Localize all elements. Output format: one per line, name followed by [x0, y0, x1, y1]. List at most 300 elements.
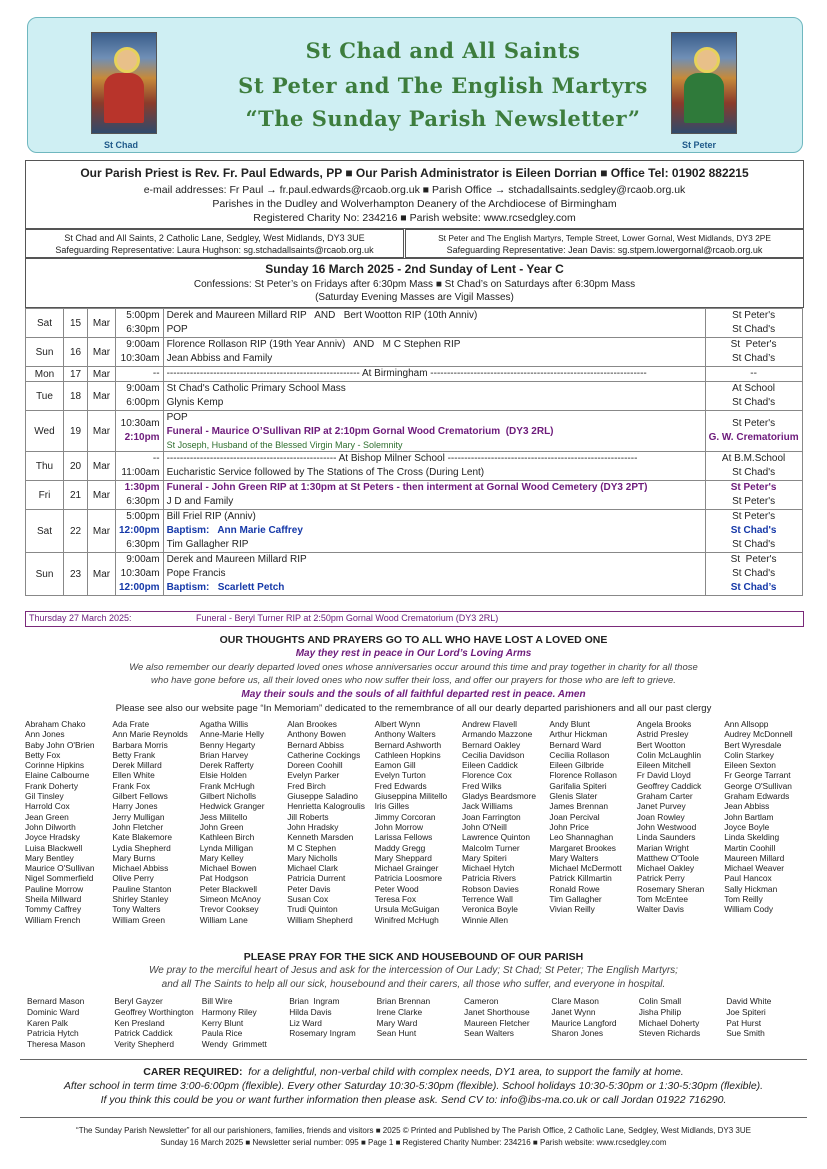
schedule-date: 20 [64, 452, 88, 481]
name-entry: Gladys Beardsmore [462, 791, 537, 802]
title-line-1: St Chad and All Saints [305, 38, 581, 63]
name-entry: Harmony Riley [201, 1006, 257, 1017]
name-entry: Eileen Gilbride [549, 760, 604, 771]
name-entry: Jill Roberts [287, 811, 329, 822]
schedule-times [116, 411, 164, 452]
sick-text-2: and all The Saints to help all our sick, housebound and their carers, all those who suffer, and everyone in hospital. [161, 979, 666, 990]
schedule-event: Derek and Maureen Millard RIP AND Bert Wootton RIP (10th Anniv) [166, 310, 478, 321]
name-entry: Garifalia Spiteri [549, 780, 607, 791]
memoriam-sub: May they rest in peace in Our Lord’s Loving Arms [295, 648, 532, 659]
name-entry: Bernard Abbiss [287, 739, 344, 750]
name-entry: William French [25, 914, 81, 925]
schedule-date: 21 [64, 481, 88, 510]
name-entry: Sean Hunt [376, 1028, 417, 1039]
name-entry: Michael Abbiss [112, 863, 169, 874]
schedule-row [26, 338, 803, 367]
name-entry: Ellen White [112, 770, 155, 781]
schedule-day: Sun [26, 553, 64, 596]
name-entry: Sue Smith [726, 1028, 765, 1039]
carer-label: CARER REQUIRED: [143, 1066, 243, 1078]
name-entry: Michael Hytch [462, 863, 515, 874]
name-entry: Evelyn Turton [374, 770, 426, 781]
st-peter-image [671, 32, 737, 134]
schedule-month: Mar [88, 309, 116, 338]
sunday-title: Sunday 16 March 2025 - 2nd Sunday of Lent - Year C [265, 262, 564, 276]
name-entry: Mary Sheppard [374, 852, 432, 863]
st-chad-address: St Chad and All Saints, 2 Catholic Lane, Sedgley, West Midlands, DY3 3UE [64, 233, 365, 243]
name-entry: Simeon McAnoy [199, 894, 261, 905]
name-entry: Janet Wynn [551, 1006, 596, 1017]
schedule-events [163, 338, 705, 367]
name-entry: Gil Tinsley [25, 791, 64, 802]
name-entry: Florence Rollason [549, 770, 617, 781]
schedule-events [163, 553, 705, 596]
name-entry: Marian Wright [636, 842, 689, 853]
name-entry: Walter Davis [636, 904, 684, 915]
name-entry: Abraham Chako [25, 719, 86, 729]
schedule-time: 2:10pm [124, 432, 160, 443]
names-column [202, 996, 267, 1050]
name-entry: Peter Blackwell [199, 883, 258, 894]
name-entry: Olive Perry [112, 873, 154, 884]
schedule-day: Fri [26, 481, 64, 510]
name-entry: Ann Jones [25, 729, 65, 740]
schedule-date: 16 [64, 338, 88, 367]
name-entry: Beryl Gayzer [114, 996, 163, 1006]
name-entry: Glenis Slater [549, 791, 598, 802]
schedule-time: 10:30am [120, 568, 160, 579]
name-entry: Jerry Mulligan [112, 811, 165, 822]
name-entry: Hilda Davis [289, 1006, 332, 1017]
name-entry: Cecilia Rollason [549, 749, 610, 760]
name-entry: Iris Gilles [374, 801, 410, 812]
name-entry: Eamon Gill [374, 760, 416, 771]
schedule-event: Funeral - Maurice O’Sullivan RIP at 2:10pm Gornal Wood Crematorium (DY3 2RL) [166, 426, 554, 437]
name-entry: William Cody [724, 904, 774, 915]
name-entry: Mary Walters [549, 852, 599, 863]
schedule-event: Baptism: Scarlett Petch [166, 582, 285, 593]
name-entry: Teresa Fox [374, 894, 417, 905]
name-entry: Astrid Presley [636, 729, 689, 740]
schedule-row [26, 411, 803, 452]
schedule-event: St Joseph, Husband of the Blessed Virgin Mary - Solemnity [166, 440, 403, 450]
name-entry: Catherine Cockings [287, 749, 361, 760]
name-entry: Mary Burns [112, 852, 156, 863]
name-entry: Michael McDermott [549, 863, 622, 874]
name-entry: Lawrence Quinton [462, 832, 530, 843]
name-entry: Anthony Walters [374, 729, 436, 740]
name-entry: Geoffrey Worthington [114, 1006, 194, 1017]
schedule-month: Mar [88, 452, 116, 481]
schedule-month: Mar [88, 338, 116, 367]
schedule-place: St Chad's [732, 397, 776, 408]
schedule-row [26, 481, 803, 510]
name-entry: Verity Shepherd [114, 1039, 174, 1050]
schedule-event: --------------------------------------------------- At Bishop Milner School --------------------------------------------------------- [166, 453, 638, 464]
name-entry: Joan Farrington [462, 811, 521, 822]
name-entry: John O'Neill [462, 821, 507, 832]
schedule-date: 17 [64, 367, 88, 382]
name-entry: Fr David Lloyd [636, 770, 691, 781]
name-entry: Bert Wootton [636, 739, 686, 750]
name-entry: Betty Fox [25, 749, 61, 760]
name-entry: Harrold Cox [25, 801, 70, 812]
name-entry: Maureen Millard [724, 852, 785, 863]
name-entry: Terrence Wall [462, 894, 513, 905]
schedule-month: Mar [88, 382, 116, 411]
memoriam-prayer: May their souls and the souls of all faithful departed rest in peace. Amen [241, 689, 586, 700]
schedule-place: St Peter's [730, 554, 777, 565]
name-entry: Audrey McDonnell [724, 729, 793, 740]
name-entry: Giuseppina Militello [374, 791, 448, 802]
schedule-day: Sat [26, 510, 64, 553]
name-entry: Cameron [464, 996, 499, 1006]
newsletter-header [27, 17, 803, 153]
carer-text-3: If you think this could be you or want further information then please ask. Send CV to: info@ibs-ma.co.uk or call Jordan 01922 716290. [100, 1094, 727, 1106]
priest-line: Our Parish Priest is Rev. Fr. Paul Edwards, PP ■ Our Parish Administrator is Eileen Dorrian ■ Office Tel: 01902 882215 [80, 166, 749, 180]
schedule-times [116, 382, 164, 411]
name-entry: John Dilworth [25, 821, 76, 832]
name-entry: Wendy Grimmett [201, 1039, 267, 1050]
name-entry: William Lane [199, 914, 248, 925]
name-entry: Anthony Bowen [287, 729, 346, 740]
name-entry: Joan Percival [549, 811, 600, 822]
name-entry: Graham Carter [636, 791, 693, 802]
schedule-times [116, 309, 164, 338]
name-entry: Robson Davies [462, 883, 519, 894]
name-entry: Henrietta Kalogroulis [287, 801, 365, 812]
sick-text-1: We pray to the merciful heart of Jesus and ask for the intercession of Our Lady; St Chad; St Peter; The English Martyrs; [149, 965, 678, 976]
name-entry: Brian Harvey [199, 749, 249, 760]
name-entry: Kenneth Marsden [287, 832, 354, 843]
name-entry: Hedwick Granger [199, 801, 265, 812]
name-entry: Pauline Morrow [25, 883, 84, 894]
name-entry: Eileen Caddick [462, 760, 518, 771]
schedule-event: POP [166, 324, 188, 335]
schedule-times [116, 338, 164, 367]
schedule-times [116, 510, 164, 553]
footer-line-1: “The Sunday Parish Newsletter” for all our parishioners, families, friends and visitors ■ 2025 © Printed and Published by The Parish Office, 2 Catholic Lane, Sedgley, West Midlands, DY3 3UE [76, 1126, 751, 1135]
names-column [637, 719, 705, 915]
name-entry: Trudi Quinton [287, 904, 338, 915]
names-column [724, 719, 792, 915]
schedule-times [116, 553, 164, 596]
schedule-row [26, 382, 803, 411]
schedule-place: -- [750, 368, 757, 379]
name-entry: Derek Rafferty [199, 760, 254, 771]
schedule-place: St Peter's [732, 310, 776, 321]
schedule-row [26, 510, 803, 553]
name-entry: Nigel Sommerfield [25, 873, 94, 884]
names-column [377, 996, 431, 1039]
schedule-row [26, 553, 803, 596]
carer-divider-bottom [20, 1117, 807, 1118]
name-entry: Bernard Ward [549, 739, 602, 750]
name-entry: Barbara Morris [112, 739, 168, 750]
schedule-time: 6:30pm [126, 539, 160, 550]
names-column [551, 996, 616, 1039]
name-entry: Ada Frate [112, 719, 150, 729]
name-entry: Kerry Blunt [201, 1017, 244, 1028]
schedule-places [705, 452, 802, 481]
name-entry: John Westwood [636, 821, 697, 832]
name-entry: Linda Saunders [636, 832, 696, 843]
name-entry: Sean Walters [464, 1028, 514, 1039]
name-entry: Jess Militello [199, 811, 248, 822]
schedule-place: St Chad's [732, 568, 776, 579]
schedule-places [705, 510, 802, 553]
name-entry: Paul Hancox [724, 873, 772, 884]
name-entry: Ronald Rowe [549, 883, 600, 894]
name-entry: Bill Wire [201, 996, 233, 1006]
name-entry: Steven Richards [638, 1028, 701, 1039]
schedule-places [705, 411, 802, 452]
name-entry: Arthur Hickman [549, 729, 608, 740]
name-entry: Sally Hickman [724, 883, 778, 894]
confessions-line: Confessions: St Peter’s on Fridays after 6:30pm Mass ■ St Chad’s on Saturdays after 6:30pm Mass [193, 279, 636, 290]
sick-heading: PLEASE PRAY FOR THE SICK AND HOUSEBOUND OF OUR PARISH [243, 951, 584, 963]
name-entry: Maurice O'Sullivan [25, 863, 95, 874]
name-entry: Lydia Shepherd [112, 842, 171, 853]
name-entry: Joyce Hradsky [25, 832, 80, 843]
name-entry: Kate Blakemore [112, 832, 172, 843]
name-entry: Winnie Allen [462, 914, 509, 925]
carer-divider-top [20, 1059, 807, 1060]
name-entry: Pauline Stanton [112, 883, 172, 894]
schedule-place: St Chad's [732, 539, 776, 550]
name-entry: Anne-Marie Helly [199, 729, 265, 740]
schedule-event: ---------------------------------------------------------- At Birmingham ----------------------------------------------------------------- [166, 368, 647, 379]
name-entry: Mary Spiteri [462, 852, 507, 863]
name-entry: Armando Mazzone [462, 729, 533, 740]
name-entry: Luisa Blackwell [25, 842, 83, 853]
name-entry: Clare Mason [551, 996, 599, 1006]
name-entry: Baby John O'Brien [25, 739, 95, 750]
name-entry: Fred Edwards [374, 780, 427, 791]
name-entry: Jisha Philip [638, 1006, 682, 1017]
carer-text-1: for a delightful, non-verbal child with complex needs, DY1 area, to support the family at home. [248, 1066, 684, 1078]
name-entry: Patricia Loosmore [374, 873, 443, 884]
thursday-note-date: Thursday 27 March 2025: [29, 613, 132, 623]
schedule-day: Tue [26, 382, 64, 411]
name-entry: Cecilia Davidson [462, 749, 525, 760]
names-column [464, 996, 530, 1039]
name-entry: Ann Allsopp [724, 719, 769, 729]
schedule-time: 6:00pm [126, 397, 160, 408]
schedule-month: Mar [88, 481, 116, 510]
schedule-events [163, 367, 705, 382]
schedule-time: 12:00pm [119, 582, 160, 593]
st-peter-safeguarding: Safeguarding Representative: Jean Davis: sg.stpem.lowergornal@rcaob.org.uk [446, 245, 763, 255]
title-line-3: “The Sunday Parish Newsletter” [245, 106, 641, 131]
name-entry: Brian Ingram [289, 996, 340, 1006]
st-peter-caption: St Peter [682, 140, 717, 150]
schedule-day: Sat [26, 309, 64, 338]
name-entry: Kathleen Birch [199, 832, 255, 843]
schedule-month: Mar [88, 510, 116, 553]
schedule-event: Funeral - John Green RIP at 1:30pm at St Peters - then interment at Gornal Wood Cemetery (DY3 2PT) [166, 482, 648, 493]
schedule-place: St Peter's [732, 418, 776, 429]
name-entry: Mary Kelley [199, 852, 244, 863]
title-line-2: St Peter and The English Martyrs [238, 73, 648, 98]
schedule-time: 9:00am [126, 339, 160, 350]
name-entry: Lynda Milligan [199, 842, 254, 853]
schedule-time: 11:00am [121, 467, 160, 478]
deanery-line: Parishes in the Dudley and Wolverhampton Deanery of the Archdiocese of Birmingham [212, 198, 617, 210]
name-entry: Elsie Holden [199, 770, 247, 781]
schedule-event: Bill Friel RIP (Anniv) [166, 511, 256, 522]
name-entry: Gilbert Fellows [112, 791, 168, 802]
schedule-times [116, 452, 164, 481]
name-entry: Michael Bowen [199, 863, 257, 874]
schedule-place: G. W. Crematorium [708, 432, 799, 443]
name-entry: Patrick Killmartin [549, 873, 612, 884]
name-entry: Bert Wyresdale [724, 739, 782, 750]
name-entry: Eileen Sexton [724, 760, 776, 771]
name-entry: Michael Weaver [724, 863, 785, 874]
st-chad-caption: St Chad [104, 140, 139, 150]
schedule-month: Mar [88, 553, 116, 596]
schedule-place: St Chad’s [731, 353, 776, 364]
st-chad-safeguarding: Safeguarding Representative: Laura Hughson: sg.stchadallsaints@rcaob.org.uk [55, 245, 374, 255]
schedule-event: Jean Abbiss and Family [166, 353, 273, 364]
name-entry: Alan Brookes [287, 719, 337, 729]
schedule-time: 6:30pm [126, 496, 160, 507]
schedule-time: 5:00pm [126, 511, 160, 522]
name-entry: Jean Abbiss [724, 801, 770, 812]
schedule-event: Derek and Maureen Millard RIP [166, 554, 307, 565]
schedule-event: Tim Gallagher RIP [166, 539, 249, 550]
schedule-time: 9:00am [126, 383, 160, 394]
name-entry: Patricia Hytch [27, 1028, 79, 1039]
name-entry: Gilbert Nicholls [199, 791, 257, 802]
schedule-time: 10:30am [120, 418, 160, 429]
name-entry: M C Stephen [287, 842, 337, 853]
name-entry: Ann Marie Reynolds [112, 729, 188, 740]
schedule-month: Mar [88, 367, 116, 382]
name-entry: Angela Brooks [636, 719, 692, 729]
schedule-events [163, 309, 705, 338]
name-entry: Peter Wood [374, 883, 419, 894]
schedule-places [705, 367, 802, 382]
name-entry: William Shepherd [287, 914, 353, 925]
name-entry: Florence Cox [462, 770, 512, 781]
name-entry: John Price [549, 821, 589, 832]
names-column [114, 996, 193, 1050]
name-entry: Mary Ward [376, 1017, 418, 1028]
name-entry: Winifred McHugh [374, 914, 439, 925]
name-entry: Bernard Oakley [462, 739, 521, 750]
carer-line-1 [0, 1066, 827, 1078]
memoriam-text-1: We also remember our dearly departed loved ones whose anniversaries occur around this time and pray together in charity for all those [129, 662, 698, 673]
name-entry: Tim Gallagher [549, 894, 602, 905]
schedule-place: St Chad’s [730, 582, 777, 593]
schedule-day: Mon [26, 367, 64, 382]
footer-line-2: Sunday 16 March 2025 ■ Newsletter serial number: 095 ■ Page 1 ■ Registered Charity Number: 234216 ■ Parish website: www.rcsedgley.com [160, 1138, 667, 1147]
names-column [375, 719, 448, 925]
schedule-events [163, 452, 705, 481]
name-entry: Fred Birch [287, 780, 326, 791]
names-column [200, 719, 265, 925]
schedule-time: 5:00pm [126, 310, 160, 321]
name-entry: Frank McHugh [199, 780, 255, 791]
st-peter-address: St Peter and The English Martyrs, Temple Street, Lower Gornal, West Midlands, DY3 2PE [438, 233, 771, 243]
mass-schedule-table [25, 308, 803, 596]
name-entry: Janet Shorthouse [464, 1006, 530, 1017]
st-chad-church-box [25, 229, 404, 258]
name-entry: Tom McEntee [636, 894, 688, 905]
name-entry: Patrick Perry [636, 873, 685, 884]
name-entry: Linda Skelding [724, 832, 780, 843]
schedule-event: Glynis Kemp [166, 397, 224, 408]
names-column [287, 719, 365, 925]
schedule-day: Sun [26, 338, 64, 367]
name-entry: Michael Grainger [374, 863, 439, 874]
name-entry: Derek Millard [112, 760, 162, 771]
sunday-box [25, 258, 804, 308]
schedule-date: 23 [64, 553, 88, 596]
names-column [639, 996, 700, 1039]
parish-info-box [25, 160, 804, 229]
schedule-places [705, 481, 802, 510]
name-entry: John Bartlam [724, 811, 774, 822]
schedule-place: St Peter's [730, 482, 777, 493]
names-column [27, 996, 85, 1050]
schedule-row [26, 309, 803, 338]
name-entry: James Brennan [549, 801, 609, 812]
name-entry: Harry Jones [112, 801, 158, 812]
name-entry: Joe Spiteri [726, 1006, 766, 1017]
email-line: e-mail addresses: Fr Paul → fr.paul.edwards@rcaob.org.uk ■ Parish Office → stchadallsaints.sedgley@rcaob.org.uk [143, 184, 686, 196]
schedule-events [163, 382, 705, 411]
name-entry: Brian Brennan [376, 996, 431, 1006]
name-entry: Fred Wilks [462, 780, 502, 791]
name-entry: Albert Wynn [374, 719, 421, 729]
name-entry: Rosemary Ingram [289, 1028, 356, 1039]
name-entry: Jean Green [25, 811, 69, 822]
schedule-time: -- [152, 453, 160, 464]
name-entry: Trevor Cooksey [199, 904, 259, 915]
schedule-time: 6:30pm [126, 324, 160, 335]
name-entry: Andy Blunt [549, 719, 590, 729]
schedule-event: St Chad's Catholic Primary School Mass [166, 383, 346, 394]
name-entry: Matthew O'Toole [636, 852, 699, 863]
name-entry: Patrick Caddick [114, 1028, 173, 1039]
name-entry: Geoffrey Caddick [636, 780, 702, 791]
carer-text-2: After school in term time 3:00-6:00pm (flexible). Every other Saturday 10:30-5:30pm (flexible). School holidays 10:30-5:30pm or 1:30-5:30pm (flexible). [63, 1080, 764, 1092]
name-entry: Liz Ward [289, 1017, 322, 1028]
name-entry: Graham Edwards [724, 791, 790, 802]
schedule-place: St Chad's [732, 324, 776, 335]
name-entry: Michael Doherty [638, 1017, 700, 1028]
name-entry: John Morrow [374, 821, 423, 832]
schedule-date: 19 [64, 411, 88, 452]
schedule-place: St Chad's [732, 467, 776, 478]
schedule-day: Wed [26, 411, 64, 452]
name-entry: Eileen Mitchell [636, 760, 691, 771]
name-entry: Tony Walters [112, 904, 161, 915]
name-entry: Malcolm Turner [462, 842, 520, 853]
schedule-time: 1:30pm [124, 482, 160, 493]
schedule-place: St Peter's [732, 511, 776, 522]
name-entry: Evelyn Parker [287, 770, 340, 781]
name-entry: Fr George Tarrant [724, 770, 791, 781]
schedule-event: Eucharistic Service followed by The Stations of The Cross (During Lent) [166, 467, 485, 478]
schedule-place: St Chad's [730, 525, 777, 536]
schedule-date: 15 [64, 309, 88, 338]
names-column [462, 719, 536, 925]
name-entry: Leo Shannaghan [549, 832, 614, 843]
